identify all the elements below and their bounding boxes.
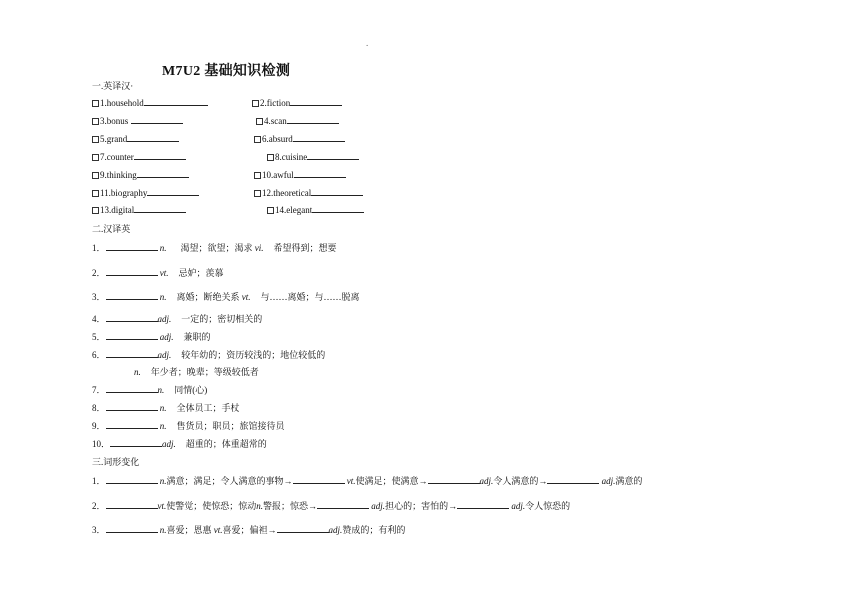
checkbox-icon[interactable] xyxy=(254,136,261,143)
checkbox-icon[interactable] xyxy=(92,154,99,161)
answer-blank[interactable] xyxy=(547,475,599,484)
answer-blank[interactable] xyxy=(144,97,208,106)
answer-blank[interactable] xyxy=(106,500,158,509)
list-item: 5． adj. 兼职的 xyxy=(92,332,211,342)
vocab-item: 12.theoretical xyxy=(254,187,363,198)
answer-blank[interactable] xyxy=(106,331,158,340)
answer-blank[interactable] xyxy=(312,204,364,213)
checkbox-icon[interactable] xyxy=(254,172,261,179)
vocab-item: 11.biography xyxy=(92,187,199,198)
checkbox-icon[interactable] xyxy=(267,207,274,214)
vocab-item: 7.counter xyxy=(92,151,186,162)
answer-blank[interactable] xyxy=(287,115,339,124)
list-item: 1． n. 渴望；欲望；渴求 vi. 希望得到；想要 xyxy=(92,243,337,253)
answer-blank[interactable] xyxy=(293,133,345,142)
list-item: n. 年少者；晚辈；等级较低者 xyxy=(134,367,259,377)
vocab-item: 4.scan xyxy=(256,115,339,126)
list-item: 10． adj. 超重的；体重超常的 xyxy=(92,439,267,449)
answer-blank[interactable] xyxy=(293,475,345,484)
answer-blank[interactable] xyxy=(134,151,186,160)
vocab-item: 1.household xyxy=(92,97,208,108)
vocab-item: 10.awful xyxy=(254,169,346,180)
list-item: 2． vt. 忌妒；羡慕 xyxy=(92,268,224,278)
answer-blank[interactable] xyxy=(277,524,329,533)
list-item: 2． vt.使警觉；使惊恐；惊动n.警报；惊恐→ adj.担心的；害怕的→ adj.令人惊恐的 xyxy=(92,501,571,511)
answer-blank[interactable] xyxy=(457,500,509,509)
list-item: 1． n.满意；满足；令人满意的事物→ vt.使满足；使满意→ adj.令人满意的→ adj.满意的 xyxy=(92,476,643,486)
vocab-item: 8.cuisine xyxy=(267,151,359,162)
page-title: M7U2 基础知识检测 xyxy=(162,64,291,79)
vocab-item: 14.elegant xyxy=(267,204,364,215)
answer-blank[interactable] xyxy=(290,97,342,106)
section-heading-word-forms: 三.词形变化 xyxy=(92,457,140,467)
answer-blank[interactable] xyxy=(106,475,158,484)
vocab-item: 2.fiction xyxy=(252,97,342,108)
checkbox-icon[interactable] xyxy=(256,118,263,125)
answer-blank[interactable] xyxy=(106,267,158,276)
checkbox-icon[interactable] xyxy=(92,172,99,179)
answer-blank[interactable] xyxy=(127,133,179,142)
vocab-item: 6.absurd xyxy=(254,133,345,144)
list-item: 3． n.喜爱；恩惠 vt.喜爱；偏袒→ adj.赞成的；有利的 xyxy=(92,525,406,535)
answer-blank[interactable] xyxy=(134,204,186,213)
top-dot: . xyxy=(366,38,369,48)
answer-blank[interactable] xyxy=(147,187,199,196)
answer-blank[interactable] xyxy=(294,169,346,178)
answer-blank[interactable] xyxy=(317,500,369,509)
answer-blank[interactable] xyxy=(307,151,359,160)
checkbox-icon[interactable] xyxy=(92,100,99,107)
answer-blank[interactable] xyxy=(311,187,363,196)
checkbox-icon[interactable] xyxy=(92,136,99,143)
list-item: 7． n. 同情(心) xyxy=(92,385,208,395)
list-item: 6． adj. 较年幼的；资历较浅的；地位较低的 xyxy=(92,350,326,360)
answer-blank[interactable] xyxy=(137,169,189,178)
checkbox-icon[interactable] xyxy=(252,100,259,107)
section-heading-chinese-to-english: 二.汉译英 xyxy=(92,224,131,234)
answer-blank[interactable] xyxy=(428,475,480,484)
answer-blank[interactable] xyxy=(106,242,158,251)
checkbox-icon[interactable] xyxy=(92,118,99,125)
section-heading-english-to-chinese: 一.英译汉· xyxy=(92,81,134,91)
list-item: 4． adj. 一定的；密切相关的 xyxy=(92,314,263,324)
answer-blank[interactable] xyxy=(106,384,158,393)
checkbox-icon[interactable] xyxy=(92,207,99,214)
answer-blank[interactable] xyxy=(106,524,158,533)
checkbox-icon[interactable] xyxy=(254,190,261,197)
checkbox-icon[interactable] xyxy=(92,190,99,197)
answer-blank[interactable] xyxy=(106,313,158,322)
vocab-item: 3.bonus xyxy=(92,115,183,126)
checkbox-icon[interactable] xyxy=(267,154,274,161)
list-item: 8． n. 全体员工；手杖 xyxy=(92,403,240,413)
answer-blank[interactable] xyxy=(110,438,162,447)
answer-blank[interactable] xyxy=(131,115,183,124)
answer-blank[interactable] xyxy=(106,291,158,300)
list-item: 9． n. 售货员；职员；旅馆接待员 xyxy=(92,421,285,431)
answer-blank[interactable] xyxy=(106,349,158,358)
vocab-item: 13.digital xyxy=(92,204,186,215)
answer-blank[interactable] xyxy=(106,420,158,429)
list-item: 3． n. 离婚；断绝关系 vt. 与……离婚；与……脱离 xyxy=(92,292,360,302)
vocab-item: 5.grand xyxy=(92,133,179,144)
answer-blank[interactable] xyxy=(106,402,158,411)
vocab-item: 9.thinking xyxy=(92,169,189,180)
